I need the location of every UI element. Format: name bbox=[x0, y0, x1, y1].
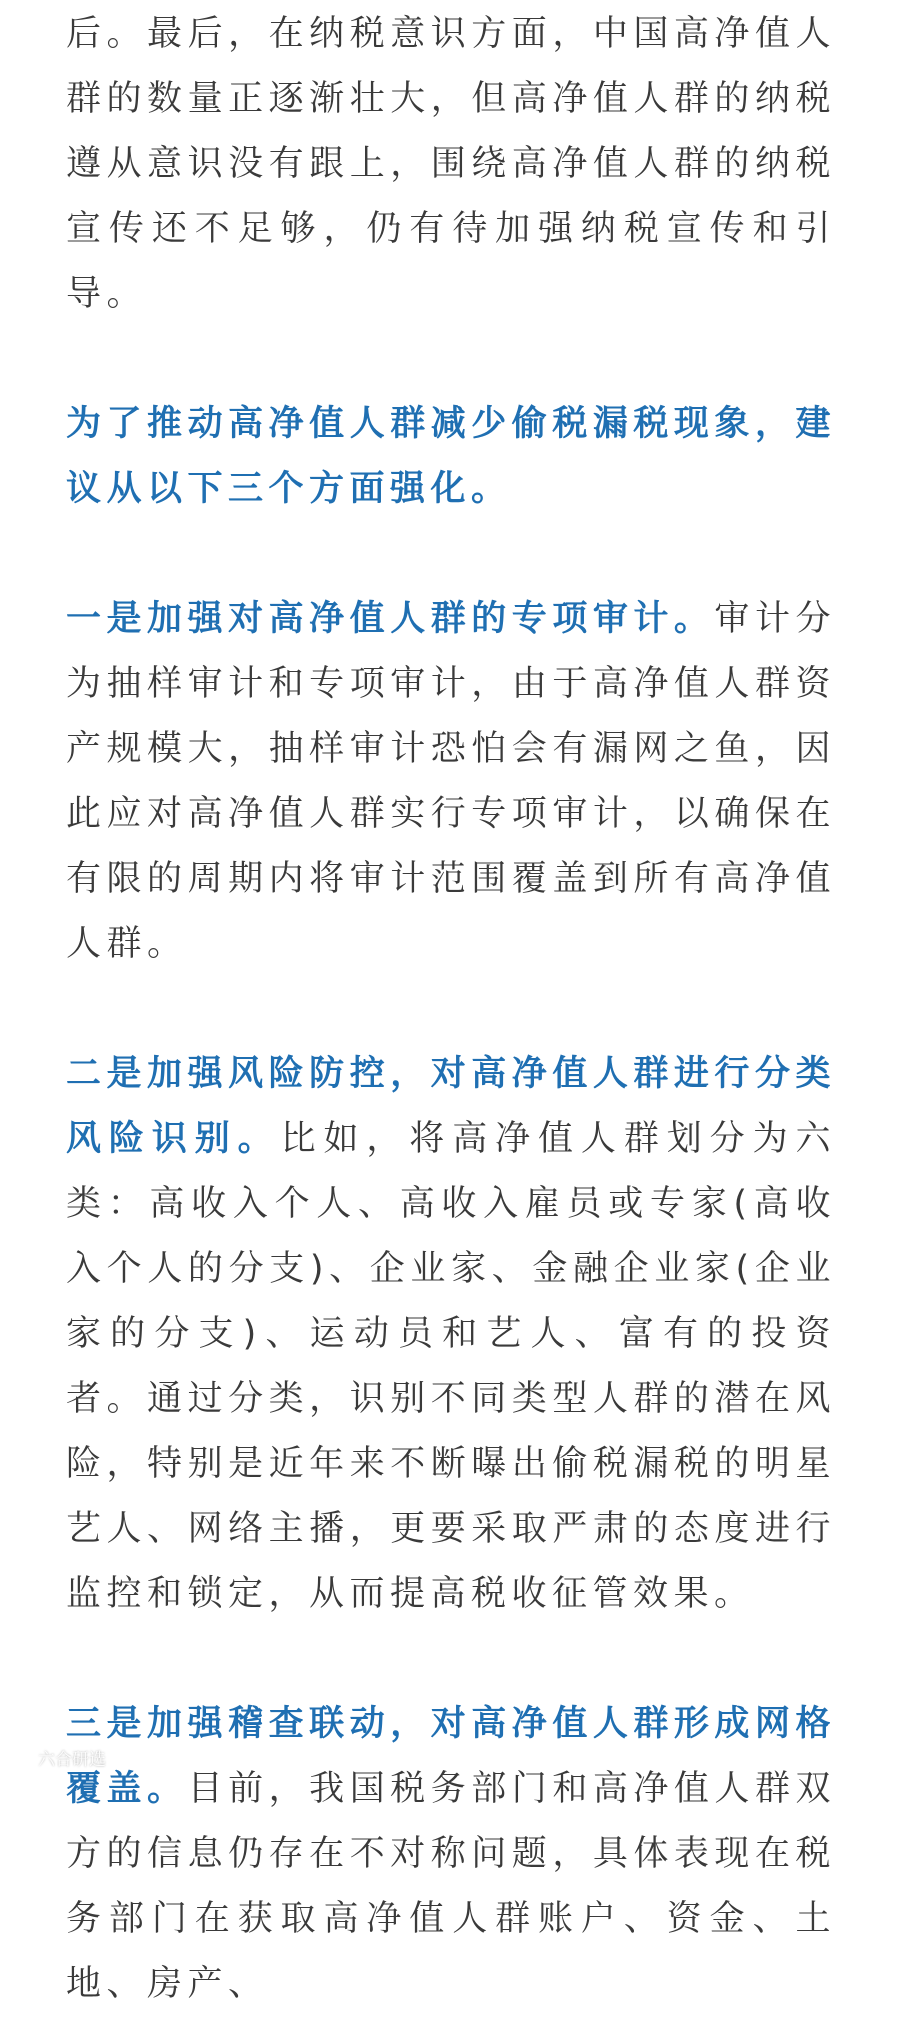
article-body bbox=[66, 0, 836, 2017]
paragraph-text: 审计分为抽样审计和专项审计，由于高净值人群资产规模大，抽样审计恐怕会有漏网之鱼，因此应对高净值人群实行专项审计，以确保在有限的周期内将审计范围覆盖到所有高净值人群。 bbox=[66, 599, 836, 964]
paragraph-spacer bbox=[66, 977, 836, 1042]
paragraph-text: 比如，将高净值人群划分为六类：高收入个人、高收入雇员或专家(高收入个人的分支)、企业家、金融企业家(企业家的分支)、运动员和艺人、富有的投资者。通过分类，识别不同类型人群的潜在风险，特别是近年来不断曝出偷税漏税的明星艺人、网络主播，更要采取严肃的态度进行监控和锁定，从而提高税收征管效果。 bbox=[66, 1119, 836, 1614]
lead-sentence: 一是加强对高净值人群的专项审计。 bbox=[66, 599, 715, 639]
paragraph-text: 后。最后，在纳税意识方面，中国高净值人群的数量正逐渐壮大，但高净值人群的纳税遵从意识没有跟上，围绕高净值人群的纳税宣传还不足够，仍有待加强纳税宣传和引导。 bbox=[66, 14, 836, 314]
lead-sentence: 三是加强稽查联动，对高净值人群形成网格覆盖。 bbox=[66, 1704, 836, 1809]
paragraph-text: 目前，我国税务部门和高净值人群双方的信息仍存在不对称问题，具体表现在税务部门在获取高净值人群账户、资金、土地、房产、 bbox=[66, 1769, 836, 2004]
brand-logo-icon bbox=[6, 1748, 32, 1766]
lead-sentence: 二是加强风险防控，对高净值人群进行分类风险识别。 bbox=[66, 1054, 836, 1159]
paragraph-tax-awareness bbox=[66, 2, 836, 327]
paragraph-special-audit bbox=[66, 587, 836, 977]
paragraph-spacer bbox=[66, 522, 836, 587]
paragraph-spacer bbox=[66, 1627, 836, 1692]
section-intro-heading bbox=[66, 392, 836, 522]
watermark bbox=[6, 1745, 106, 1769]
watermark-text: 六合研选 bbox=[38, 1749, 106, 1770]
paragraph-inspection-linkage bbox=[66, 1692, 836, 2017]
heading-text: 为了推动高净值人群减少偷税漏税现象，建议从以下三个方面强化。 bbox=[66, 404, 836, 509]
paragraph-risk-control bbox=[66, 1042, 836, 1627]
paragraph-spacer bbox=[66, 327, 836, 392]
